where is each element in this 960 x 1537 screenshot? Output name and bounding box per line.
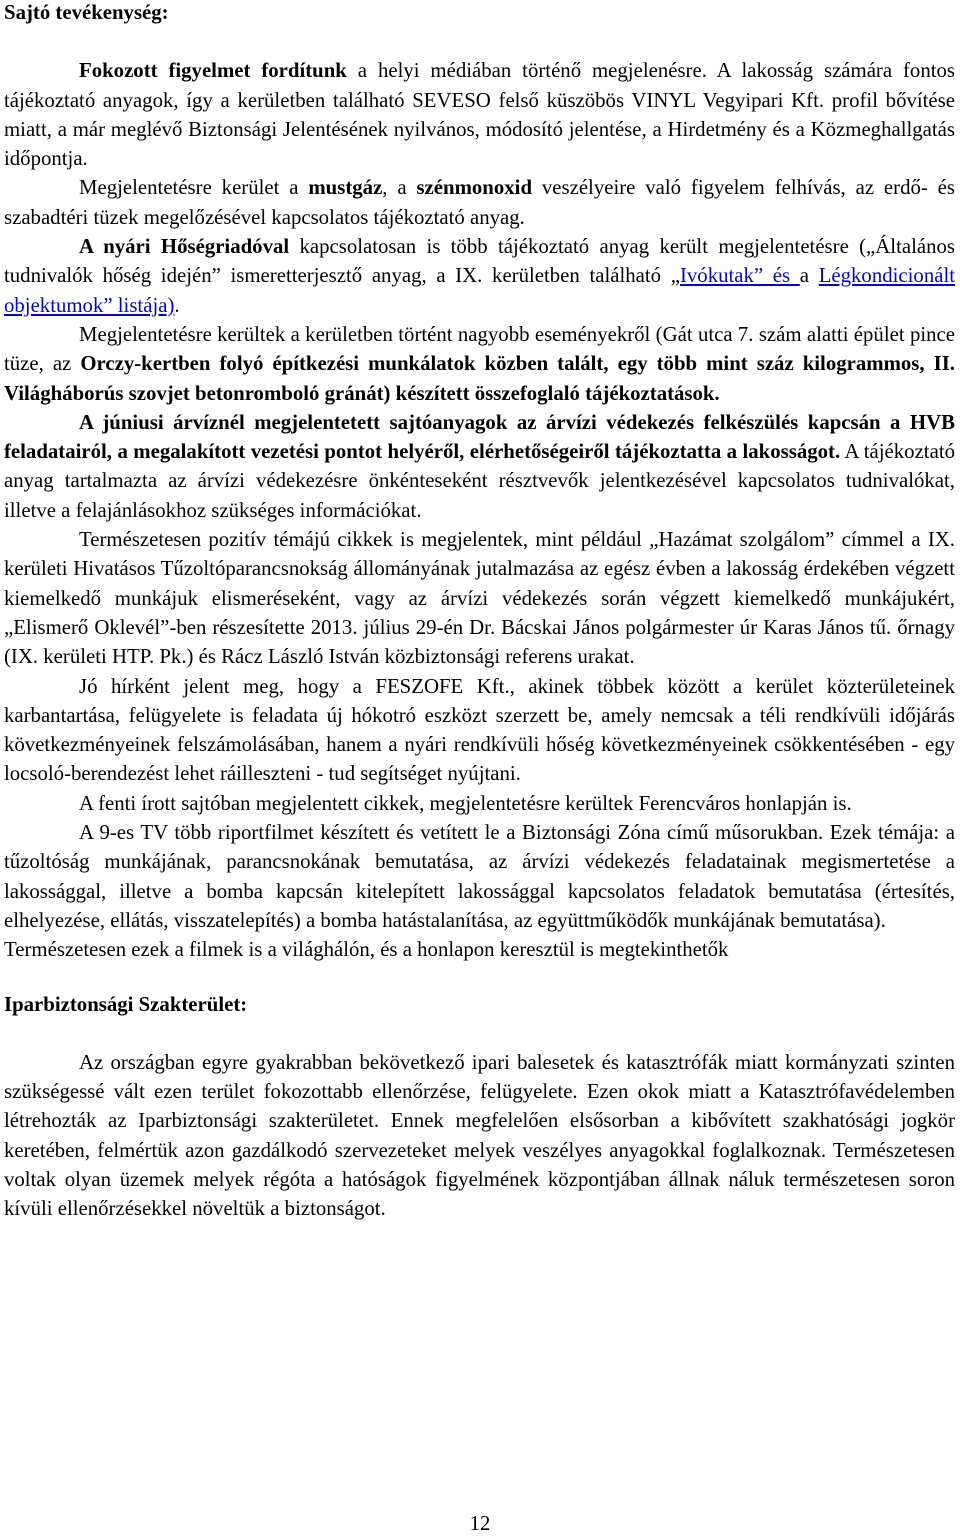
link-legkondicionalt-objektumok[interactable]: Légkondicionált objektumok” listája) [4,264,955,317]
paragraph-vilaghalo: Természetesen ezek a filmek is a világhálón, és a honlapon keresztül is megtekinthetők [4,938,729,962]
paragraph-esemenyek: Megjelentetésre kerültek a kerületben történt nagyobb eseményekről (Gát utca 7. szám alatti épület pince tüze, az Orczy-kertben folyó építkezési munkálatok közben talált, egy több mint száz kilogrammos, II. Világháborús szovjet betonromboló gránát) készített összefoglaló tájékoztatások. [4,322,955,405]
section-heading-iparbiztonsag: Iparbiztonsági Szakterület: [4,992,248,1016]
paragraph-9es-tv: A 9-es TV több riportfilmet készített és vetített le a Biztonsági Zóna című műsorukban. Ezek témája: a tűzoltóság munkájának, parancsnokának bemutatása, az árvízi védekezés feladatainak megismertetése a lakossággal, illetve a bomba kapcsán kitelepített lakossággal kapcsolatos feladatok bemutatása (értesítés, elhelyezése, ellátás, visszatelepítés) a bomba hatástalanítása, az együttműködők munkájának bemutatása). [4,821,955,932]
section-heading-sajto: Sajtó tevékenység: [4,1,169,24]
link-ivokutak[interactable]: Ivókutak” és [679,264,800,288]
paragraph-arviz: A júniusi árvíznél megjelentetett sajtóanyagok az árvízi védekezés felkészülés kapcsán a HVB feladatairól, a megalakított vezetési pontot helyéről, elérhetőségeiről tájékoztatta a lakosságot. A tájékoztató anyag tartalmazta az árvízi védekezésre önkénteseként résztvevők jelentkezésével kapcsolatos tudnivalókat, illetve a felajánlásokhoz szükséges információkat. [4,410,955,522]
paragraph-hosegriado: A nyári Hőségriadóval kapcsolatosan is több tájékoztató anyag került megjelentetésre („Általános tudnivalók hőség idején” ismeretterjesztő anyag, a IX. kerületben található „Ivókutak” és a Légkondicionált objektumok” listája). [4,235,955,317]
paragraph-mustgaz: Megjelentetésre kerület a mustgáz, a szénmonoxid veszélyeire való figyelem felhívás, az erdő- és szabadtéri tüzek megelőzésével kapcsolatos tájékoztató anyag. [4,176,955,229]
page-number: 12 [469,1512,491,1535]
paragraph-media: Fokozott figyelmet fordítunk a helyi médiában történő megjelenésre. A lakosság számára fontos tájékoztató anyagok, így a kerületben található SEVESO felső küszöbös VINYL Vegyipari Kft. profil bővítése miatt, a már meglévő Biztonsági Jelentésének nyilvános, módosító jelentése, a Hirdetmény és a Közmeghallgatás időpontja. [4,59,955,171]
bold-text: Fokozott figyelmet fordítunk [79,59,347,83]
document-body [4,0,955,1224]
paragraph-iparbiztonsag: Az országban egyre gyakrabban bekövetkező ipari balesetek és katasztrófák miatt kormányzati szinten szükségessé vált ezen terület fokozottabb ellenőrzése, felügyelete. Ezen okok miatt a Katasztrófavédelemben létrehozták az Iparbiztonsági szakterületet. Ennek megfelelően elsősorban a kibővített szakhatósági jogkör keretében, felmértük azon gazdálkodó szervezeteket melyek veszélyes anyagokkal foglalkoznak. Természetesen voltak olyan üzemek melyek régóta a hatóságok figyelmének központjában állnak náluk természetesen soron kívüli ellenőrzésekkel növeltük a biztonságot. [4,1050,955,1221]
paragraph-feszofe: Jó hírként jelent meg, hogy a FESZOFE Kft., akinek többek között a kerület közterületeinek karbantartása, felügyelete is feladata új hókotró eszközt szerzett be, amely nemcsak a téli rendkívüli időjárás következményeinek felszámolásában, hanem a nyári rendkívüli hőség következményeinek csökkentésében - egy locsoló-berendezést lehet ráilleszteni - tud segítséget nyújtani. [4,674,955,786]
paragraph-pozitiv-cikkek: Természetesen pozitív témájú cikkek is megjelentek, mint például „Hazámat szolgálom” címmel a IX. kerületi Hivatásos Tűzoltóparancsnokság állományának jutalmazása az egész évben a lakosság érdekében végzett kiemelkedő munkájuk elismeréseként, vagy az árvízi védekezés során végzett kiemelkedő munkájukért, „Elismerő Oklevél”-ben részesítette 2013. július 29-én Dr. Bácskai János polgármester úr Karas János tű. őrnagy (IX. kerületi HTP. Pk.) és Rácz László István közbiztonsági referens urakat. [4,528,955,669]
paragraph-honlap: A fenti írott sajtóban megjelentett cikkek, megjelentetésre kerültek Ferencváros honlapján is. [79,791,852,815]
